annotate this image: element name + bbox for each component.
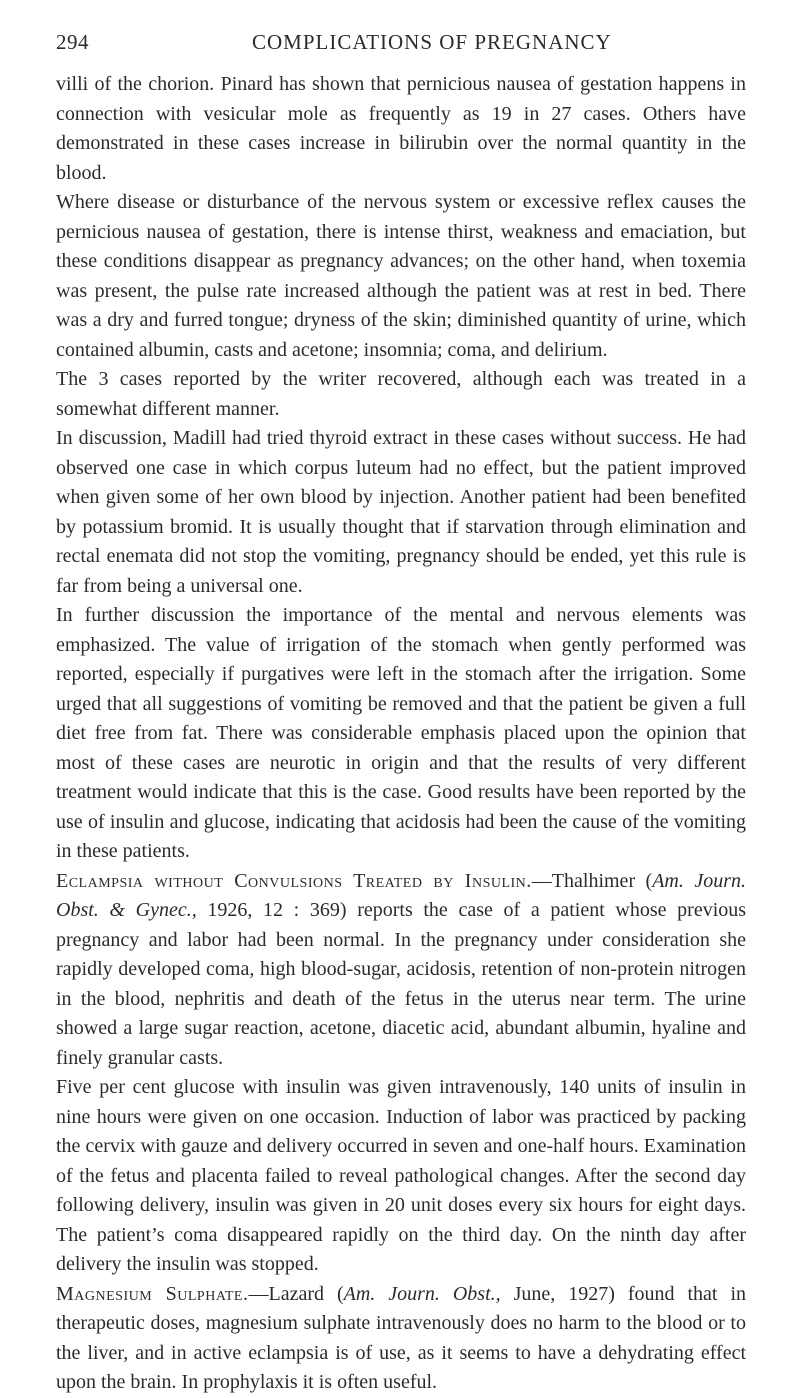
paragraph-discussion-madill: In discussion, Madill had tried thyroid extract in these cases without success. He had observed one case in which corpus luteum had no effect, but the patient improved when given some of her own blood by injection. Another patient had been benefited by potassium bromid. It is usually thought that if starvation through elimination and rectal enemata did not stop the vomiting, pregnancy should be ended, yet this rule is far from being a universal one.: [56, 427, 746, 597]
paragraph-glucose-insulin: Five per cent glucose with insulin was given intravenously, 140 units of insulin in nine hours were given on one occasion. Induction of labor was practiced by packing the cervix with gauze and delivery occurred in seven and one-half hours. Examination of the fetus and placenta failed to reveal pathological changes. After the second day following delivery, insulin was given in 20 unit doses every six hours for eight days. The patient’s coma disappeared rapidly on the third day. On the ninth day after delivery the insulin was stopped.: [56, 1076, 746, 1275]
author-lazard: Lazard: [268, 1282, 324, 1305]
paragraph-further-discussion: In further discussion the importance of the mental and nervous elements was emphasized. The value of irrigation of the stomach when gently performed was reported, especially if purgatives were left in the stomach after the irrigation. Some urged that all suggestions of vomiting be removed and that the patient be given a full diet free from fat. There was considerable emphasis placed upon the opinion that most of these cases are neurotic in origin and that the results of very different treatment would indicate that this is the case. Good results have been reported by the use of insulin and glucose, indicating that acidosis had been the cause of the vomiting in these patients.: [56, 604, 746, 862]
citation-journal: Am. Journ. Obst. & Gynec.,: [56, 869, 746, 921]
running-title: COMPLICATIONS OF PREGNANCY: [252, 30, 612, 54]
citation-journal-lazard: Am. Journ. Obst.,: [343, 1282, 501, 1305]
paragraph-magnesium: Magnesium Sulphate.—Lazard (Am. Journ. Obst., June, 1927) found that in therapeutic doses, magnesium sulphate intravenously does no harm to the blood or to the liver, and in active eclampsia is of use, as it seems to have a dehydrating effect upon the brain. In prophylaxis it is often useful.: [56, 1282, 746, 1393]
page-header: [56, 30, 744, 62]
page-number: 294: [56, 30, 89, 54]
page-body: [56, 70, 746, 1398]
paragraph-eclampsia: Eclampsia without Convulsions Treated by Insulin.—Thalhimer (Am. Journ. Obst. & Gynec., 1926, 12 : 369) reports the case of a patient whose previous pregnancy and labor had been normal. In the pregnancy under consideration she rapidly developed coma, high blood-sugar, acidosis, retention of non-protein nitrogen in the blood, nephritis and death of the fetus in the uterus near term. The urine showed a large sugar reaction, acetone, diacetic acid, abundant albumin, hyaline and finely granular casts.: [56, 869, 747, 1069]
paragraph-villi: villi of the chorion. Pinard has shown that pernicious nausea of gestation happens in connection with vesicular mole as frequently as 19 in 27 cases. Others have demonstrated in these cases increase in bilirubin over the normal quantity in the blood.: [56, 73, 746, 184]
eclampsia-text: reports the case of a patient whose previous pregnancy and labor had been normal. In the pregnancy under consideration she rapidly developed coma, high blood-sugar, acidosis, retention of non-protein nitrogen in the blood, nephritis and death of the fetus in the uterus near term. The urine showed a large sugar reaction, acetone, diacetic acid, abundant albumin, hyaline and finely granular casts.: [56, 899, 747, 1069]
magnesium-text: found that in therapeutic doses, magnesium sulphate intravenously does no harm to the blood or to the liver, and in active eclampsia is of use, as it seems to have a dehydrating effect upon the brain. In prophylaxis it is often useful.: [56, 1282, 746, 1393]
citation-date-lazard: June, 1927): [513, 1282, 615, 1305]
paragraph-nervous-system: Where disease or disturbance of the nervous system or excessive reflex causes the pernicious nausea of gestation, there is intense thirst, weakness and emaciation, but these conditions disappear as pregnancy advances; on the other hand, when toxemia was present, the pulse rate increased although the patient was at rest in bed. There was a dry and furred tongue; dryness of the skin; diminished quantity of urine, which contained albumin, casts and acetone; insomnia; coma, and delirium.: [56, 191, 746, 361]
paragraph-cases-reported: The 3 cases reported by the writer recovered, although each was treated in a somewhat different manner.: [56, 368, 746, 420]
section-heading-magnesium: Magnesium Sulphate.: [56, 1282, 249, 1305]
section-heading-eclampsia: Eclampsia without Convulsions Treated by Insulin.: [56, 869, 532, 892]
author-thalhimer: Thalhimer: [551, 869, 636, 892]
citation-volume: 1926, 12 : 369): [207, 899, 347, 921]
